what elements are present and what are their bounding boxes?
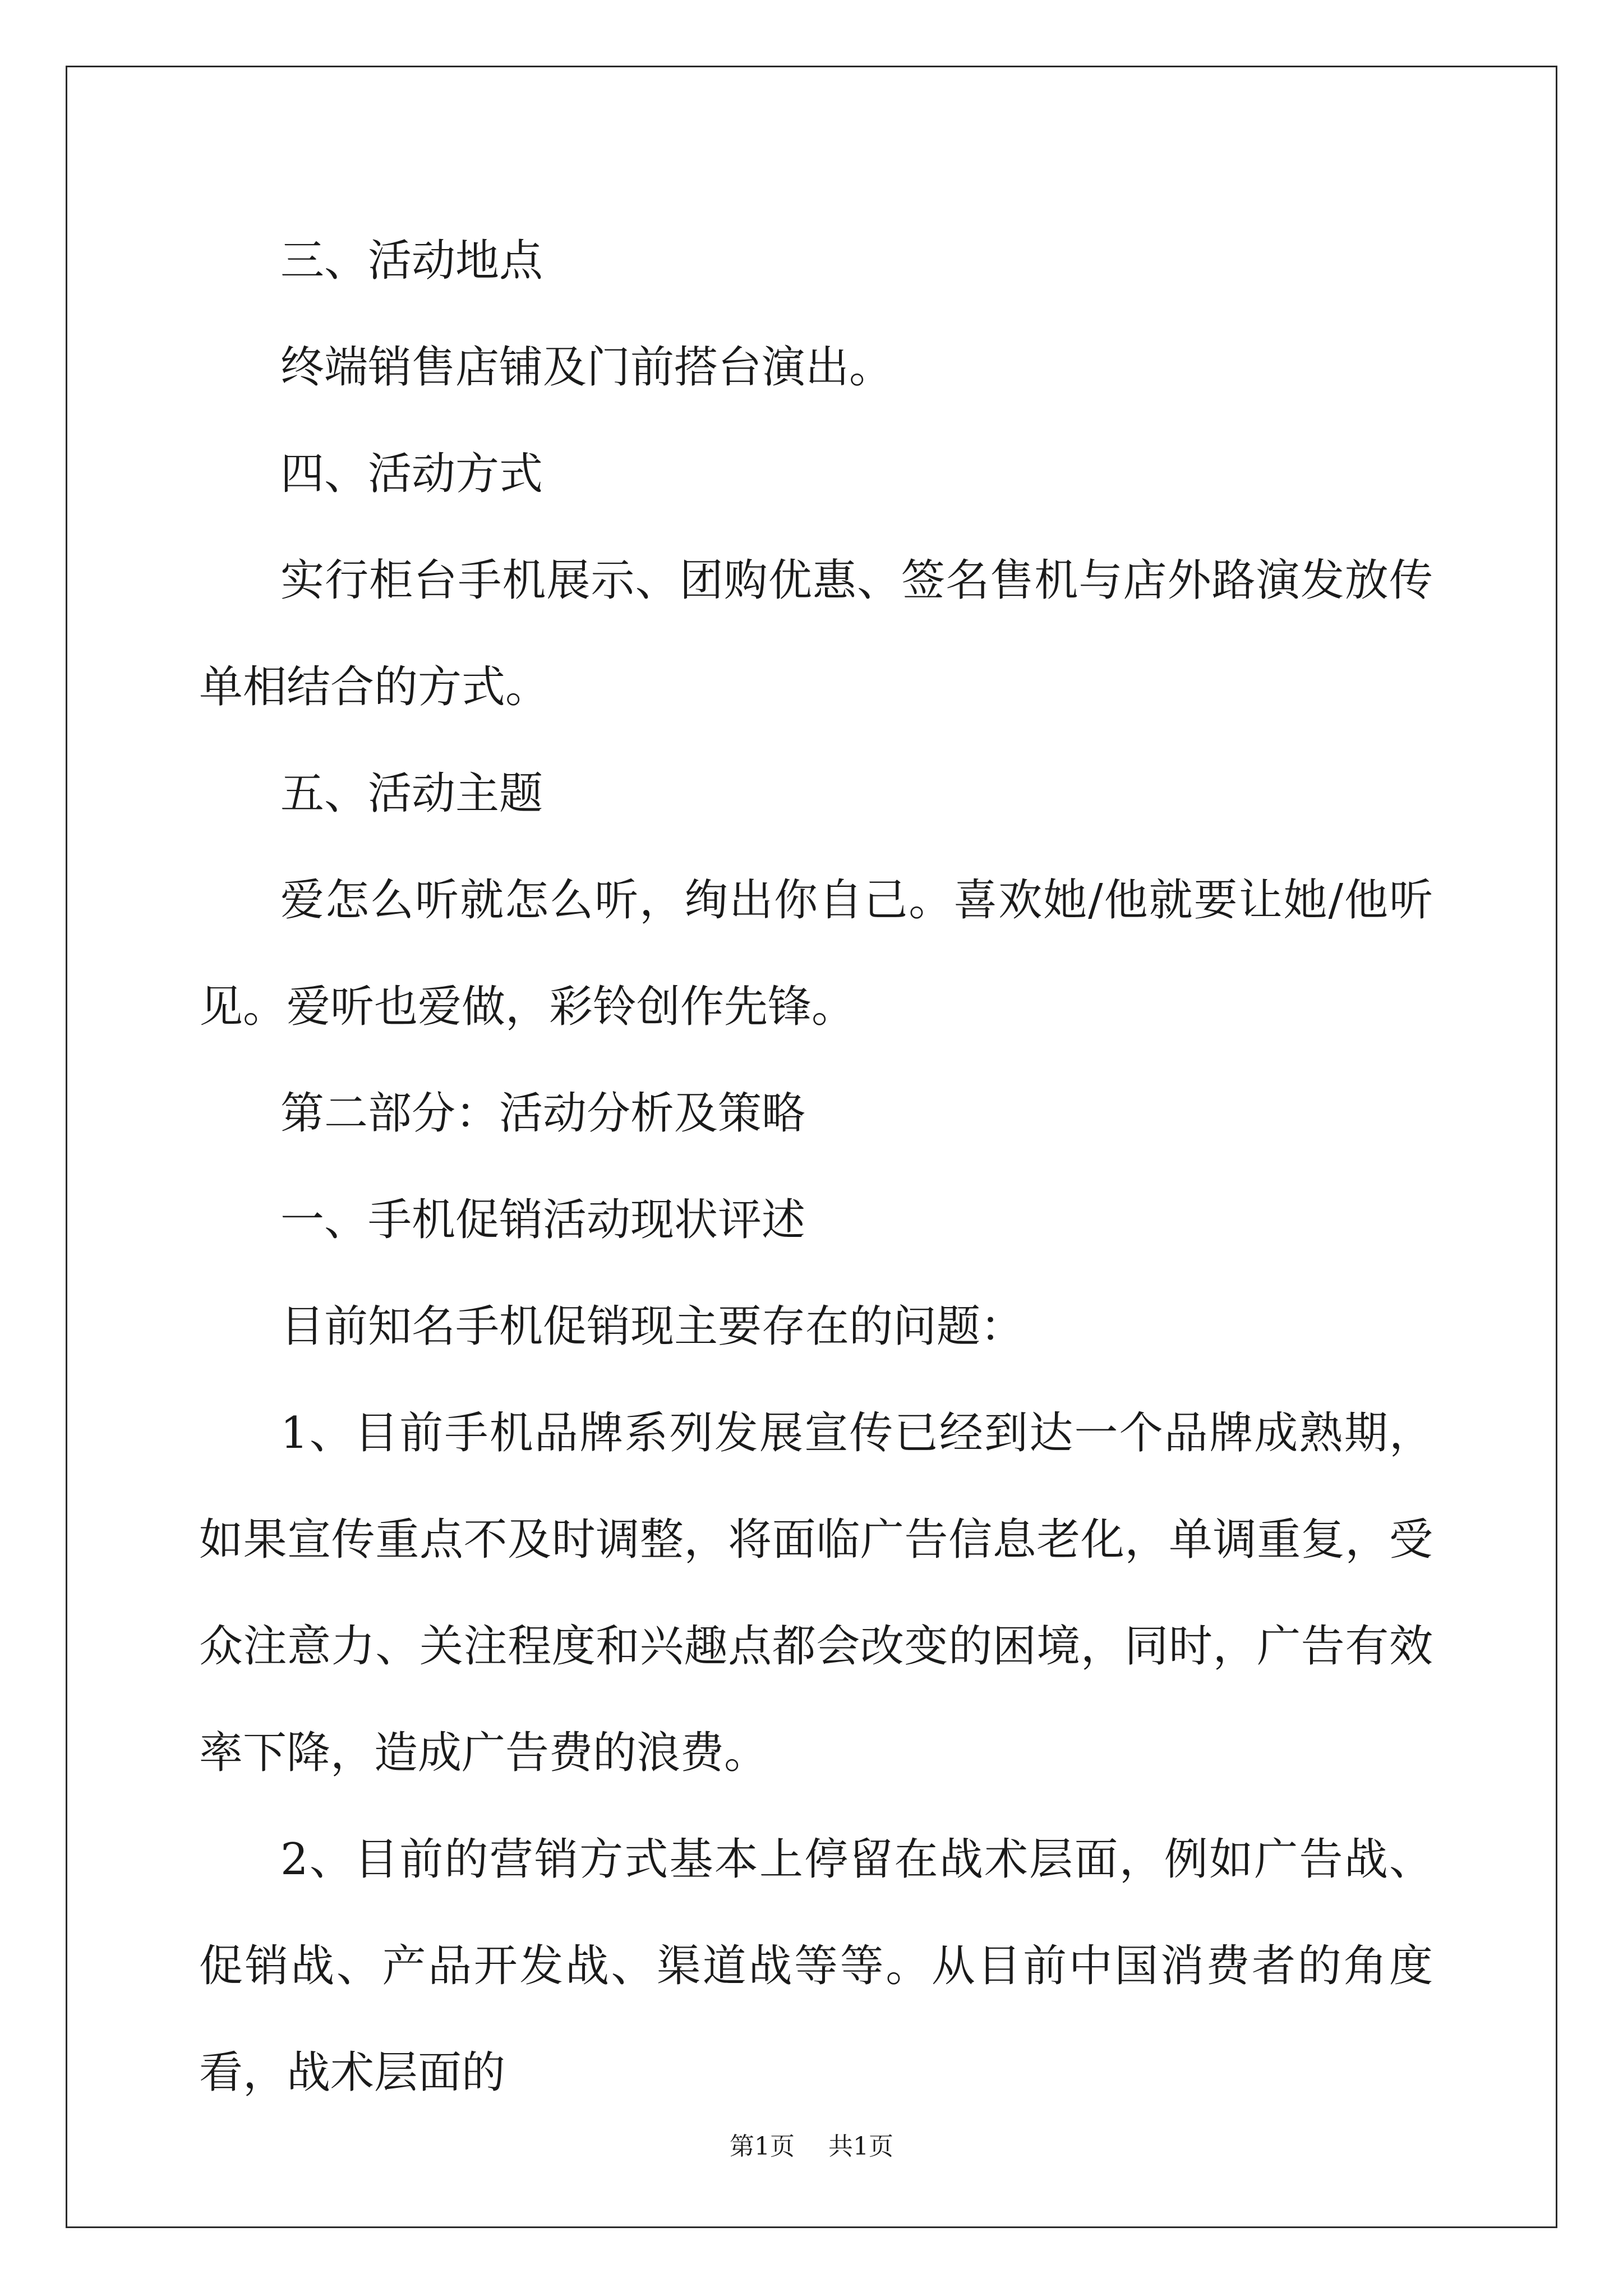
paragraph-problem-2: 2、目前的营销方式基本上停留在战术层面，例如广告战、促销战、产品开发战、渠道战等等。从目前中国消费者的角度看，战术层面的 [199,1834,1433,2098]
page-total: 共1页 [828,2132,893,2161]
page-footer [0,2126,1623,2162]
heading-activity-theme: 五、活动主题 [280,769,543,819]
paragraph-problems-intro: 目前知名手机促销现主要存在的问题： [280,1301,1025,1352]
page-number: 第1页 [730,2132,795,2161]
paragraph-activity-method: 实行柜台手机展示、团购优惠、签名售机与店外路演发放传单相结合的方式。 [199,555,1433,712]
paragraph-activity-theme: 爱怎么听就怎么听，绚出你自己。喜欢她/他就要让她/他听见。爱听也爱做，彩铃创作先锋。 [199,875,1433,1032]
document-body [199,208,1433,2126]
heading-status-review: 一、手机促销活动现状评述 [280,1195,806,1245]
heading-activity-location: 三、活动地点 [280,236,543,286]
heading-part-two: 第二部分：活动分析及策略 [280,1088,806,1139]
paragraph-problem-1: 1、目前手机品牌系列发展宣传已经到达一个品牌成熟期，如果宣传重点不及时调整，将面临广告信息老化，单调重复，受众注意力、关注程度和兴趣点都会改变的困境，同时，广告有效率下降，造成广告费的浪费。 [199,1408,1433,1778]
paragraph-activity-location: 终端销售店铺及门前搭台演出。 [280,342,893,393]
heading-activity-method: 四、活动方式 [280,449,543,499]
